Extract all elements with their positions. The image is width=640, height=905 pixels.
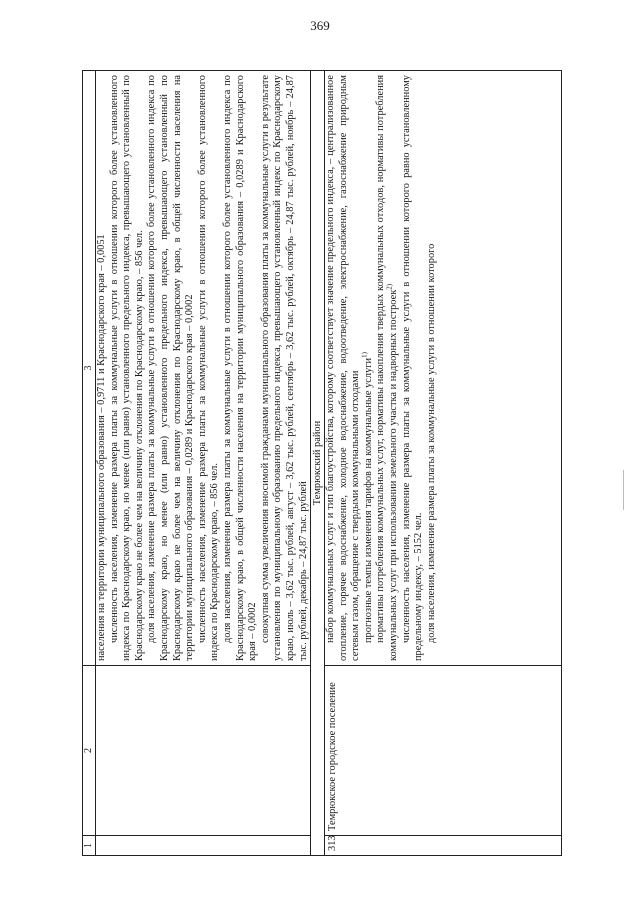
district-heading: Темрюкский район bbox=[311, 71, 325, 856]
header-col-2: 2 bbox=[83, 666, 96, 836]
continued-paragraph: численность населения, изменение размера платы за коммунальные услуги в отношении которого более установленного индекса по Краснодарскому краю, – 856 чел. bbox=[196, 75, 221, 661]
continued-paragraph: численность населения, изменение размера платы за коммунальные услуги в отношении которого более установленного индекса по Краснодарскому краю, но менее (или равно) установленного предельного индекса, превышающего установленный по Краснодарскому краю не более чем на величину отклонения по Краснодарскому краю, – 856 чел. bbox=[108, 75, 145, 661]
indices-table bbox=[82, 70, 562, 856]
district-row bbox=[311, 71, 325, 856]
rotated-table-wrapper bbox=[82, 70, 562, 856]
continued-paragraph: населения на территории муниципального образования – 0,9711 и Краснодарского края – 0,0051 bbox=[96, 234, 107, 661]
entry-paragraph: численность населения, изменение размера платы за коммунальные услуги в отношении которого равно установленному предельному индексу, – 5152 чел. bbox=[400, 75, 425, 661]
header-col-1: 1 bbox=[83, 836, 96, 856]
continued-row bbox=[96, 71, 311, 856]
table-header-row bbox=[83, 71, 96, 856]
continued-description-cell bbox=[96, 71, 311, 666]
continued-number-cell bbox=[96, 836, 311, 856]
entry-name: Темрюкское городское поселение bbox=[325, 666, 562, 836]
entry-paragraph-text: нормативы потребления коммунальных услуг, нормативы накопления твердых коммунальных отходов, нормативы потребления коммунальных услуг при использовании земельного участка и надворных построек bbox=[375, 75, 400, 661]
entry-paragraph-text: прогнозные темпы изменения тарифов на коммунальные услуги bbox=[362, 357, 374, 643]
entry-paragraph: доля населения, изменение размера платы за коммунальные услуги в отношении которого bbox=[425, 243, 437, 643]
scan-edge-mark bbox=[623, 470, 638, 510]
entry-description-cell bbox=[325, 71, 562, 666]
continued-name-cell bbox=[96, 666, 311, 836]
page-number: 369 bbox=[310, 18, 330, 33]
footnote-mark: 1) bbox=[360, 352, 369, 358]
continued-paragraph: доля населения, изменение размера платы за коммунальные услуги в отношении которого более установленного индекса по Краснодарскому краю, в общей численности населения на территории муниципального образования – 0,0289 и Краснодарского края – 0,0002 bbox=[221, 75, 259, 661]
header-col-3: 3 bbox=[83, 71, 96, 666]
entry-number: 313 bbox=[325, 836, 562, 856]
continued-paragraph: доля населения, изменение размера платы за коммунальные услуги в отношении которого более установленного индекса по Краснодарскому краю, но менее (или равно) установленного предельного индекса, превышающего установленный по Краснодарскому краю не более чем на величину отклонения по Краснодарскому краю, в общей численности населения на территории муниципального образования – 0,0289 и Краснодарского края – 0,0002 bbox=[146, 75, 196, 661]
entry-paragraph: набор коммунальных услуг и тип благоустройства, которому соответствует значение предельного индекса, – централизованное отопление, горячее водоснабжение, холодное водоснабжение, водоотведение, электроснабжение, газоснабжение природным сетевым газом, обращение с твердыми коммунальными отходами bbox=[325, 75, 362, 661]
footnote-mark: 2) bbox=[385, 283, 394, 290]
entry-paragraph bbox=[375, 75, 400, 661]
continued-paragraph: совокупная сумма увеличения вносимой гражданами муниципального образования платы за коммунальные услуги в результате установления по муниципальному образованию предельного индекса, превышающего установленный индекс по Краснодарскому краю, июль – 3,62 тыс. рублей, август – 3,62 тыс. рублей, сентябрь – 3,62 тыс. рублей, октябрь – 24,87 тыс. рублей, ноябрь – 24,87 тыс. рублей, декабрь – 24,87 тыс. рублей bbox=[259, 75, 309, 661]
entry-paragraph bbox=[360, 75, 376, 661]
entry-row bbox=[325, 71, 562, 856]
